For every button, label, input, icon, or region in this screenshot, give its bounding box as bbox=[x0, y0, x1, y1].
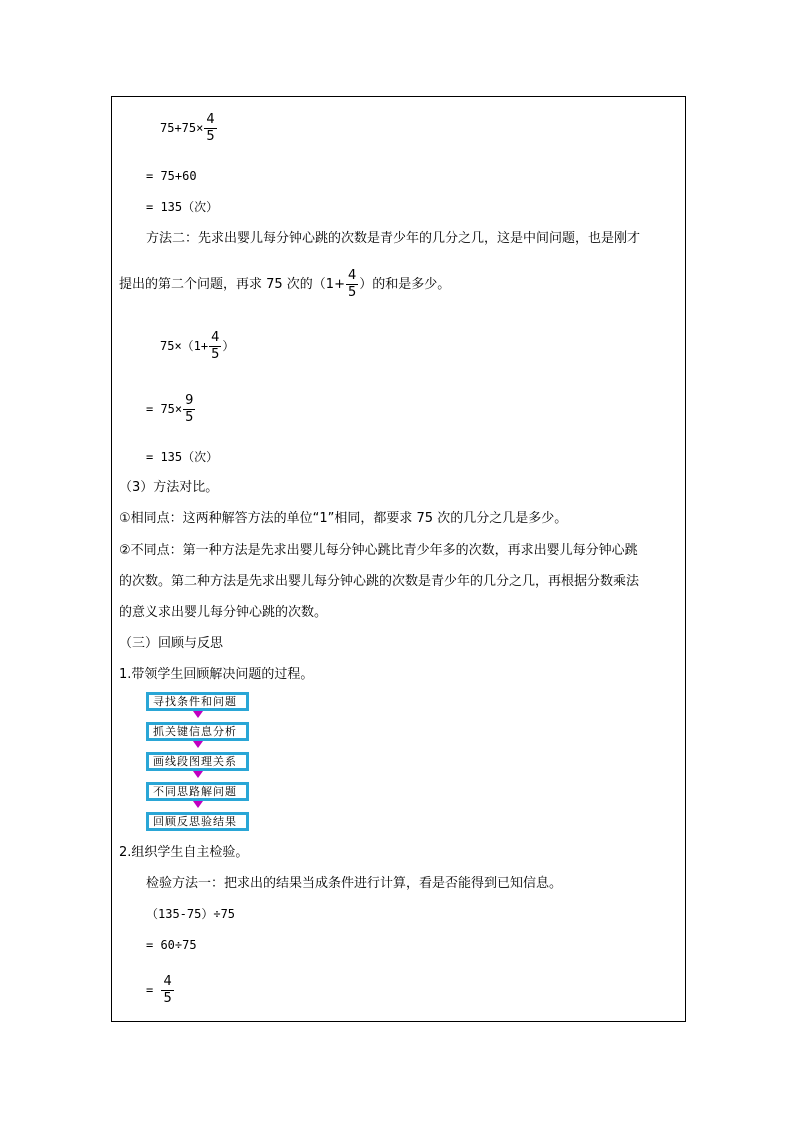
flow-arrow-down-icon bbox=[193, 771, 203, 778]
diff-point-line1: ②不同点：第一种方法是先求出婴儿每分钟心跳比青少年多的次数，再求出婴儿每分钟心跳 bbox=[119, 543, 638, 558]
same-point-text: ①相同点：这两种解答方法的单位“1”相同，都要求 75 次的几分之几是多少。 bbox=[119, 511, 568, 526]
method2-paragraph-line2: 提出的第二个问题，再求 75 次的（1+ $\frac{4}{5}$ ）的和是多少。 bbox=[119, 268, 451, 300]
equation-135-result-2: = 135（次） bbox=[146, 450, 219, 464]
flow-step-1: 寻找条件和问题 bbox=[146, 692, 249, 711]
review-heading: （三）回顾与反思 bbox=[119, 636, 224, 651]
equation-75-times-9-5: = 75× $\frac{9}{5}$ bbox=[146, 393, 194, 425]
item-2-self-check: 2.组织学生自主检验。 bbox=[119, 845, 249, 860]
fraction-4-5: $\frac{4}{5}$ bbox=[347, 268, 357, 300]
review-item-1: 1.带领学生回顾解决问题的过程。 bbox=[119, 667, 314, 682]
diff-point-line3: 的意义求出婴儿每分钟心跳的次数。 bbox=[119, 605, 328, 620]
check-expression-1: （135-75）÷75 bbox=[146, 907, 236, 921]
check-method1-text: 检验方法一：把求出的结果当成条件进行计算，看是否能得到已知信息。 bbox=[146, 876, 563, 891]
flow-arrow-down-icon bbox=[193, 741, 203, 748]
fraction-4-5: $\frac{4}{5}$ bbox=[211, 330, 220, 362]
expression-75-plus-75-times-fraction: 75+75× $\frac{4}{5}$ bbox=[160, 112, 215, 144]
expression-75-times-1-plus-fraction: 75×（1+ $\frac{4}{5}$ ） bbox=[160, 330, 235, 362]
flow-step-5: 回顾反思验结果 bbox=[146, 812, 249, 831]
check-expression-2: = 60÷75 bbox=[146, 938, 197, 952]
equation-135-result-1: = 135（次） bbox=[146, 200, 219, 214]
flow-step-4: 不同思路解问题 bbox=[146, 782, 249, 801]
fraction-4-5: $\frac{4}{5}$ bbox=[206, 112, 215, 144]
diff-point-line2: 的次数。第二种方法是先求出婴儿每分钟心跳的次数是青少年的几分之几，再根据分数乘法 bbox=[119, 574, 640, 589]
method2-paragraph-line1: 方法二：先求出婴儿每分钟心跳的次数是青少年的几分之几，这是中间问题，也是刚才 bbox=[146, 231, 641, 246]
flow-arrow-down-icon bbox=[193, 801, 203, 808]
compare-heading: （3）方法对比。 bbox=[119, 480, 219, 495]
flow-step-3: 画线段图理关系 bbox=[146, 752, 249, 771]
fraction-9-5: $\frac{9}{5}$ bbox=[185, 393, 194, 425]
check-result-fraction: = $\frac{4}{5}$ bbox=[146, 974, 172, 1006]
fraction-4-5: $\frac{4}{5}$ bbox=[163, 974, 172, 1006]
equation-75-plus-60: = 75+60 bbox=[146, 169, 197, 183]
flow-arrow-down-icon bbox=[193, 711, 203, 718]
flow-step-2: 抓关键信息分析 bbox=[146, 722, 249, 741]
